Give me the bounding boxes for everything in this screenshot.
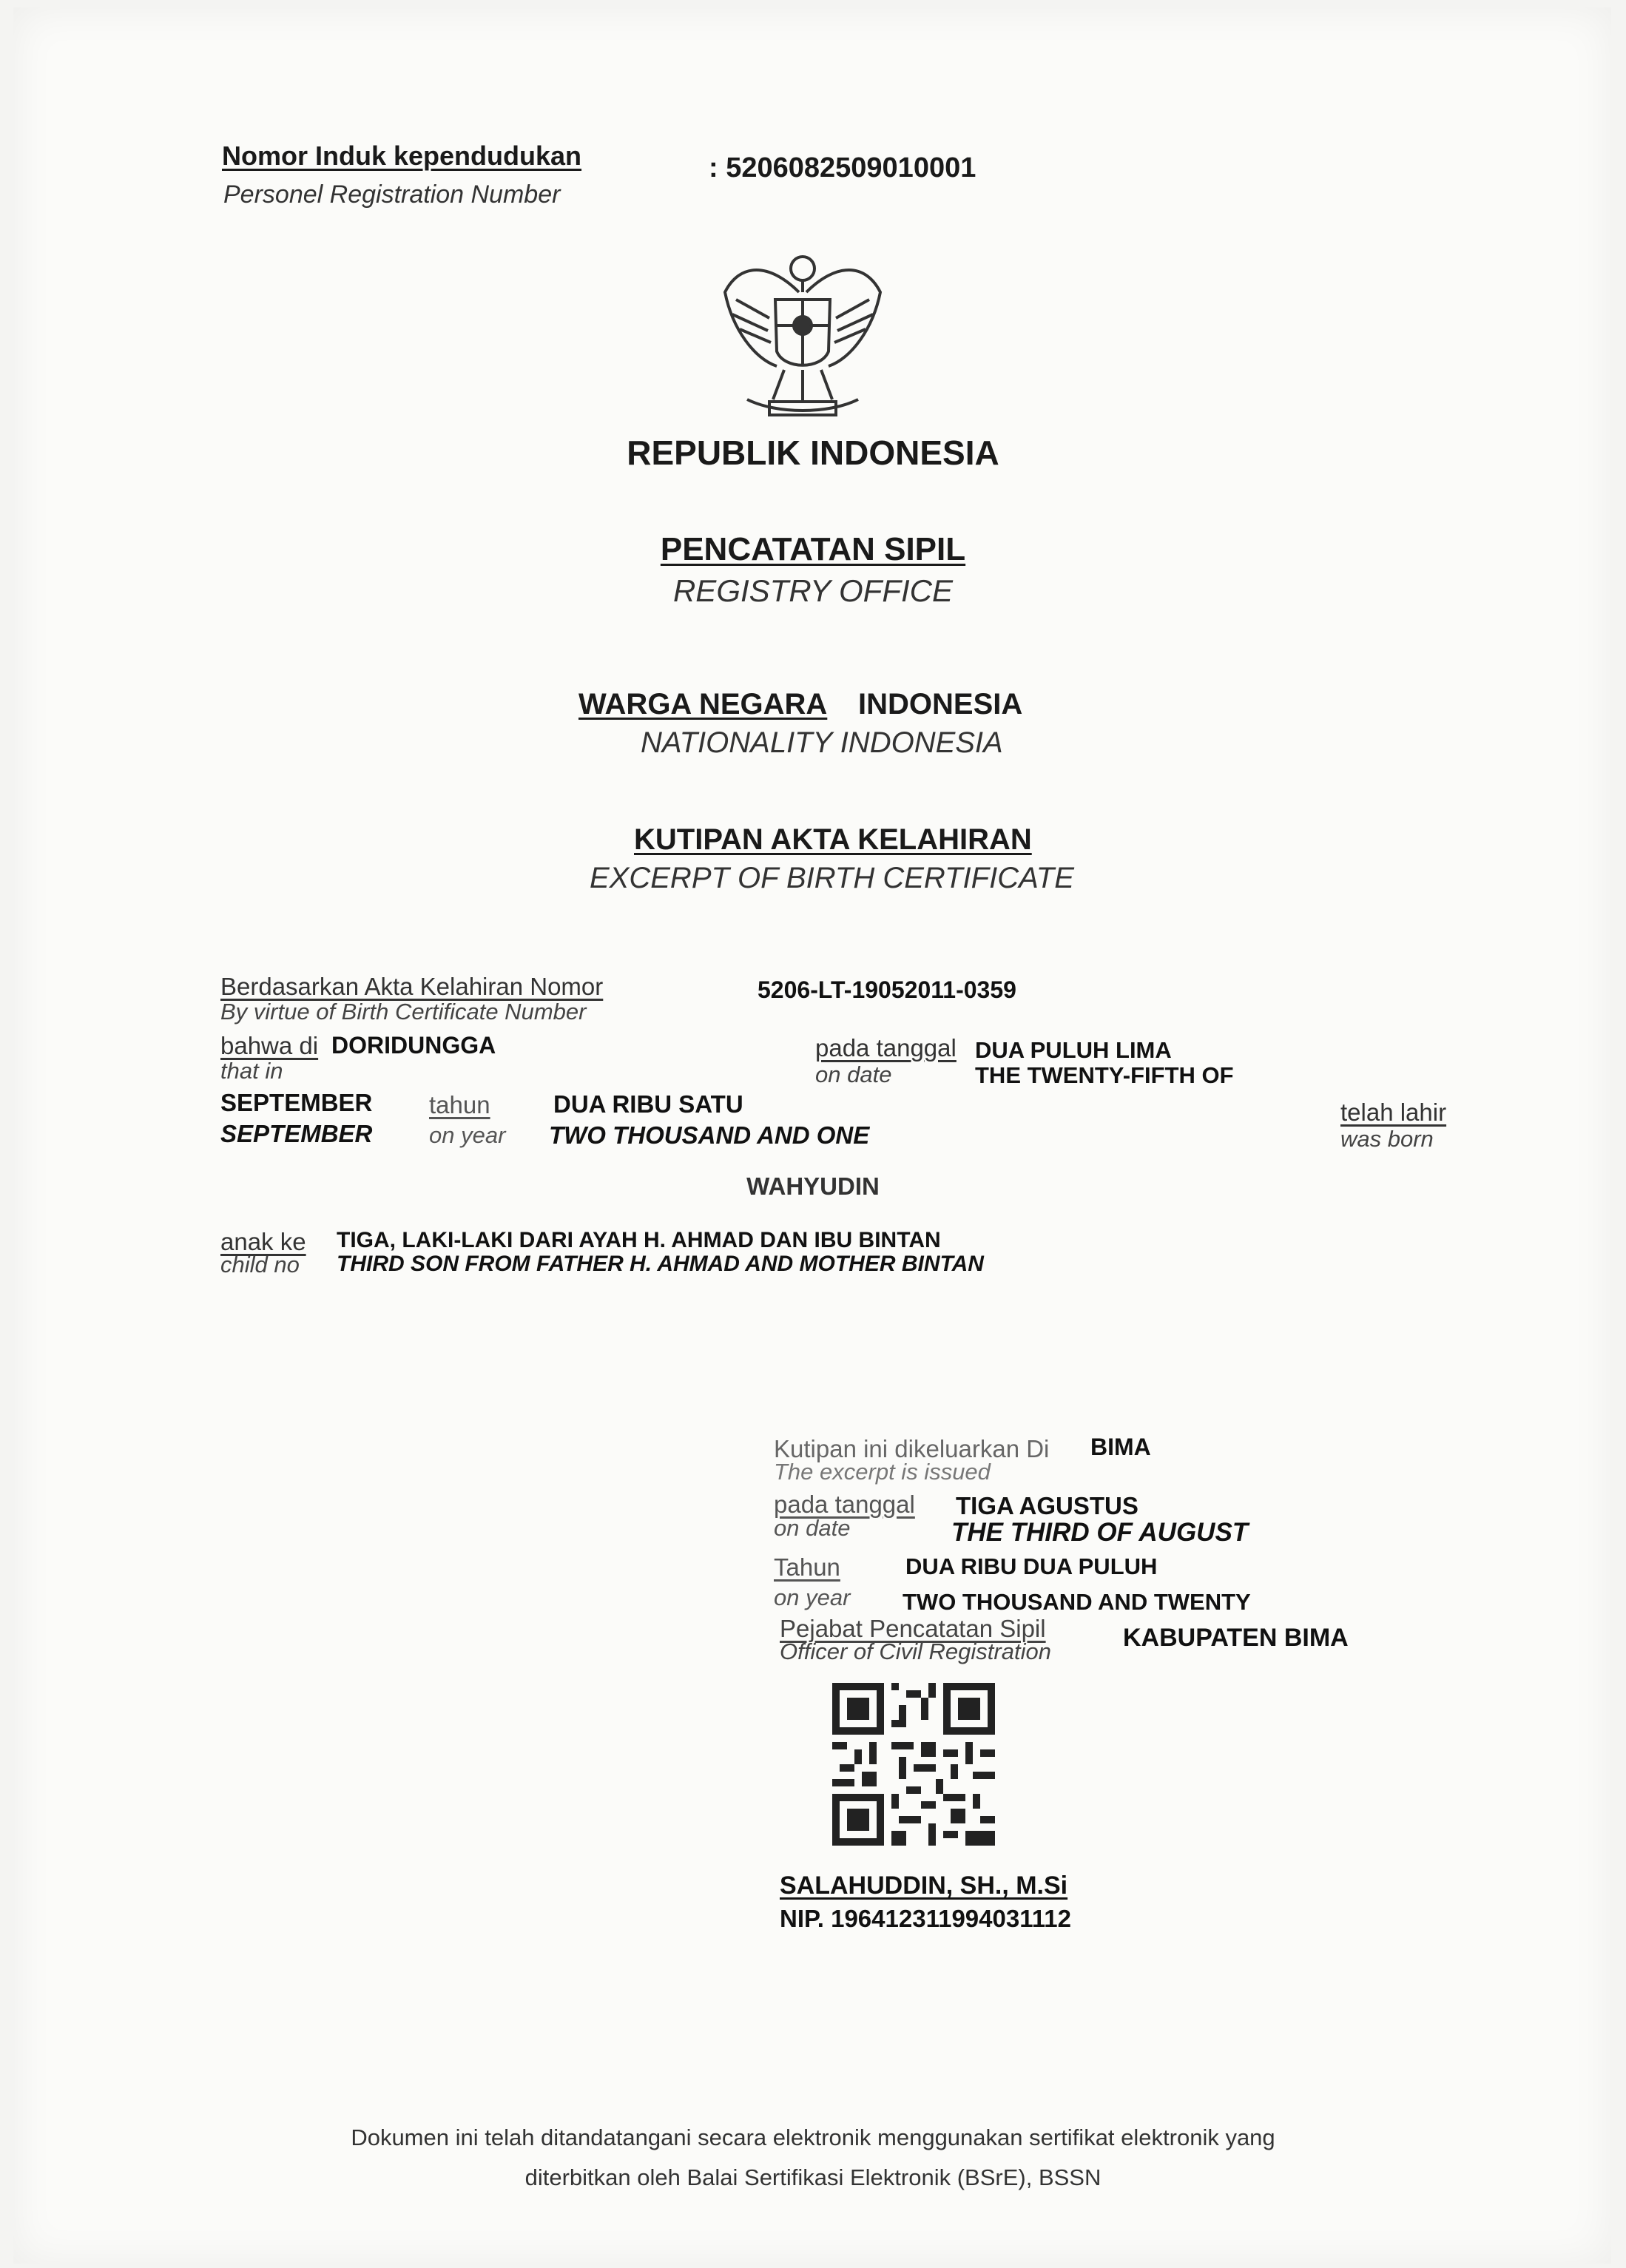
qr-code-icon	[832, 1683, 995, 1846]
issued-label-en: The excerpt is issued	[774, 1459, 991, 1485]
nationality-en: NATIONALITY INDONESIA	[641, 726, 1003, 759]
issued-place: BIMA	[1090, 1434, 1151, 1460]
issue-year-value: DUA RIBU DUA PULUH	[905, 1553, 1158, 1579]
doc-title	[634, 823, 1032, 857]
issue-date-value-en: THE THIRD OF AUGUST	[951, 1518, 1249, 1547]
birth-month: SEPTEMBER	[220, 1089, 373, 1116]
nationality-label-text: WARGA NEGARA	[578, 688, 828, 720]
child-order-label-en: child no	[220, 1252, 300, 1278]
issue-date-label-en: on date	[774, 1515, 851, 1541]
nationality-label	[578, 688, 827, 721]
issue-year-value-en: TWO THOUSAND AND TWENTY	[903, 1589, 1251, 1615]
garuda-emblem-icon	[718, 248, 888, 425]
office-title-en: REGISTRY OFFICE	[672, 573, 954, 608]
born-label-en: was born	[1340, 1126, 1434, 1152]
officer-label-en: Officer of Civil Registration	[780, 1638, 1051, 1664]
place-label: bahwa di	[220, 1032, 319, 1059]
signer-nip: NIP. 196412311994031112	[780, 1905, 1071, 1932]
birth-year-label: tahun	[429, 1091, 490, 1118]
birth-month-en: SEPTEMBER	[220, 1120, 373, 1147]
country-title: REPUBLIK INDONESIA	[627, 433, 999, 472]
doc-title-text: KUTIPAN AKTA KELAHIRAN	[634, 823, 1032, 856]
born-label: telah lahir	[1340, 1098, 1447, 1126]
nik-label: Nomor Induk kependudukan	[222, 141, 582, 171]
birth-year-value-en: TWO THOUSAND AND ONE	[549, 1121, 870, 1149]
birth-date-value: DUA PULUH LIMA	[975, 1037, 1172, 1063]
nik-value: : 5206082509010001	[709, 152, 976, 183]
issued-label: Kutipan ini dikeluarkan Di	[774, 1435, 1050, 1462]
doc-title-en: EXCERPT OF BIRTH CERTIFICATE	[590, 862, 1074, 894]
nik-label-en: Personel Registration Number	[223, 180, 561, 209]
officer-label: Pejabat Pencatatan Sipil	[780, 1615, 1046, 1642]
officer-region: KABUPATEN BIMA	[1123, 1624, 1349, 1652]
issue-year-label: Tahun	[774, 1553, 840, 1581]
child-order-value-en: THIRD SON FROM FATHER H. AHMAD AND MOTHER BINTAN	[337, 1252, 984, 1276]
birth-year-value: DUA RIBU SATU	[553, 1090, 743, 1118]
footer-line-1: Dokumen ini telah ditandatangani secara elektronik menggunakan sertifikat elektronik yang	[351, 2124, 1275, 2150]
child-order-label: anak ke	[220, 1228, 306, 1255]
child-order-value: TIGA, LAKI-LAKI DARI AYAH H. AHMAD DAN IBU BINTAN	[337, 1228, 941, 1252]
place-value: DORIDUNGGA	[331, 1032, 496, 1059]
cert-label: Berdasarkan Akta Kelahiran Nomor	[220, 973, 604, 1000]
birth-date-label: pada tanggal	[815, 1034, 957, 1062]
signer-name: SALAHUDDIN, SH., M.Si	[780, 1872, 1068, 1900]
cert-number: 5206-LT-19052011-0359	[758, 976, 1016, 1003]
office-title-text: PENCATATAN SIPIL	[660, 531, 966, 567]
nationality-value: INDONESIA	[858, 688, 1023, 720]
child-name: WAHYUDIN	[746, 1172, 880, 1200]
office-title	[0, 531, 1626, 568]
issue-year-label-en: on year	[774, 1584, 851, 1610]
issue-date-value: TIGA AGUSTUS	[956, 1492, 1138, 1519]
birth-date-label-en: on date	[815, 1062, 892, 1087]
footer-line-2: diterbitkan oleh Balai Sertifikasi Elektronik (BSrE), BSSN	[524, 2164, 1102, 2190]
cert-label-en: By virtue of Birth Certificate Number	[220, 999, 587, 1025]
birth-date-value-en: THE TWENTY-FIFTH OF	[975, 1062, 1234, 1088]
birth-year-label-en: on year	[429, 1122, 506, 1148]
issue-date-label: pada tanggal	[774, 1491, 915, 1518]
place-label-en: that in	[220, 1058, 283, 1084]
